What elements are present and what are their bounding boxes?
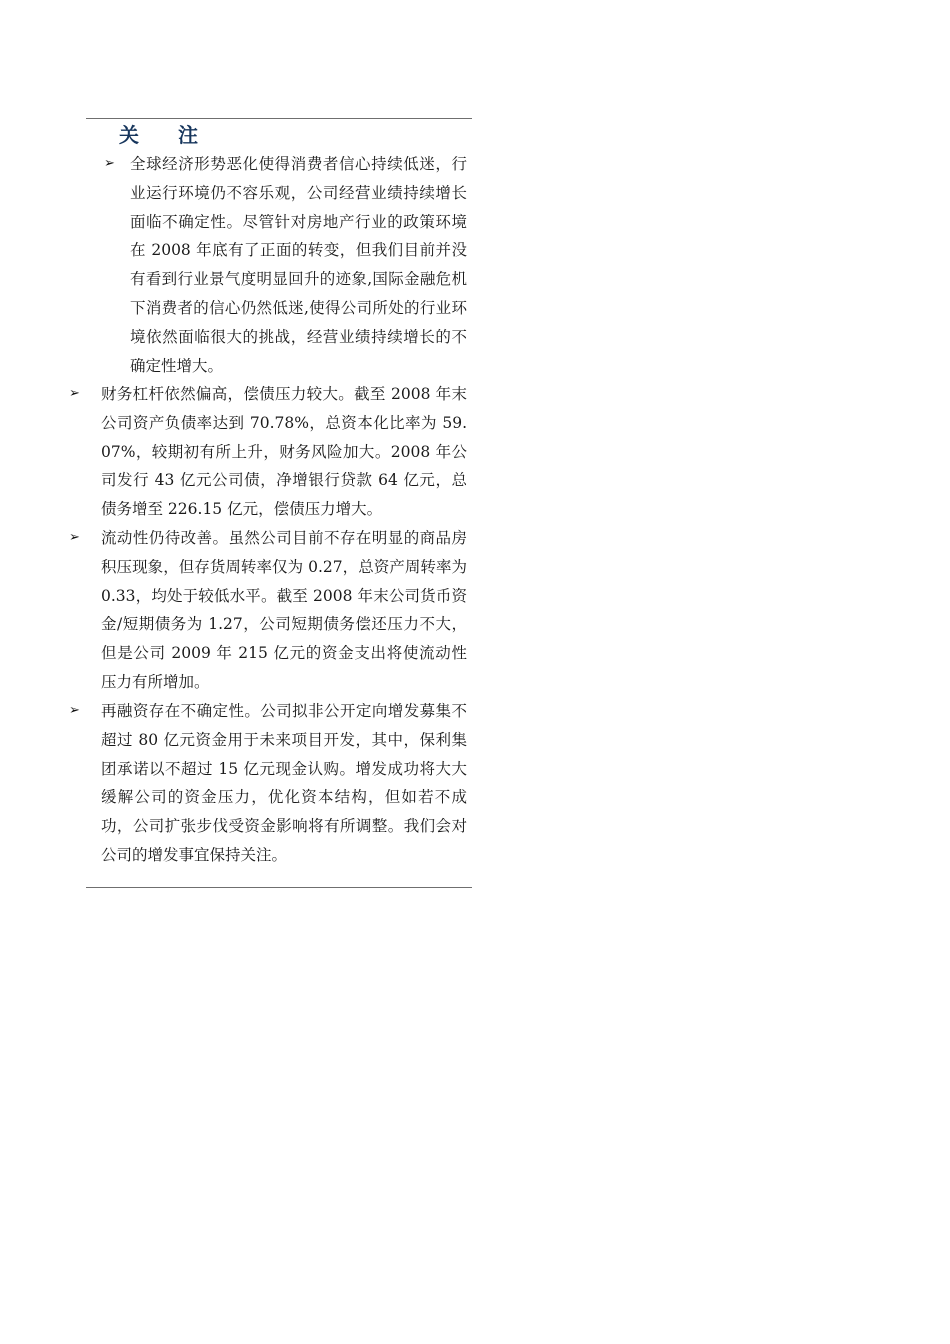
list-item-text: 流动性仍待改善。虽然公司目前不存在明显的商品房积压现象，但存货周转率仅为 0.27，总资产周转率为 0.33，均处于较低水平。截至 2008 年末公司货币资金/短期债务为 1.27，公司短期债务偿还压力不大，但是公司 2009 年 215 亿元的资金支出将使流动性压力有所增加。	[101, 529, 467, 691]
list-item-text: 全球经济形势恶化使得消费者信心持续低迷，行业运行环境仍不容乐观，公司经营业绩持续增长面临不确定性。尽管针对房地产行业的政策环境在 2008 年底有了正面的转变，但我们目前并没有看到行业景气度明显回升的迹象,国际金融危机下消费者的信心仍然低迷,使得公司所处的行业环境依然面临很大的挑战，经营业绩持续增长的不确定性增大。	[130, 155, 467, 375]
arrow-bullet-icon: ➢	[69, 386, 80, 401]
arrow-bullet-icon: ➢	[69, 703, 80, 718]
arrow-bullet-icon: ➢	[69, 530, 80, 545]
arrow-bullet-icon: ➢	[104, 156, 115, 171]
list-item-text: 再融资存在不确定性。公司拟非公开定向增发募集不超过 80 亿元资金用于未来项目开发，其中，保利集团承诺以不超过 15 亿元现金认购。增发成功将大大缓解公司的资金压力，优化资本结构，但如若不成功，公司扩张步伐受资金影响将有所调整。我们会对公司的增发事宜保持关注。	[101, 702, 467, 864]
section-heading: 关 注	[119, 123, 214, 147]
list-item-text: 财务杠杆依然偏高，偿债压力较大。截至 2008 年末公司资产负债率达到 70.78%，总资本化比率为 59.07%，较期初有所上升，财务风险加大。2008 年公司发行 43 亿元公司债，净增银行贷款 64 亿元，总债务增至 226.15 亿元，偿债压力增大。	[101, 385, 467, 519]
